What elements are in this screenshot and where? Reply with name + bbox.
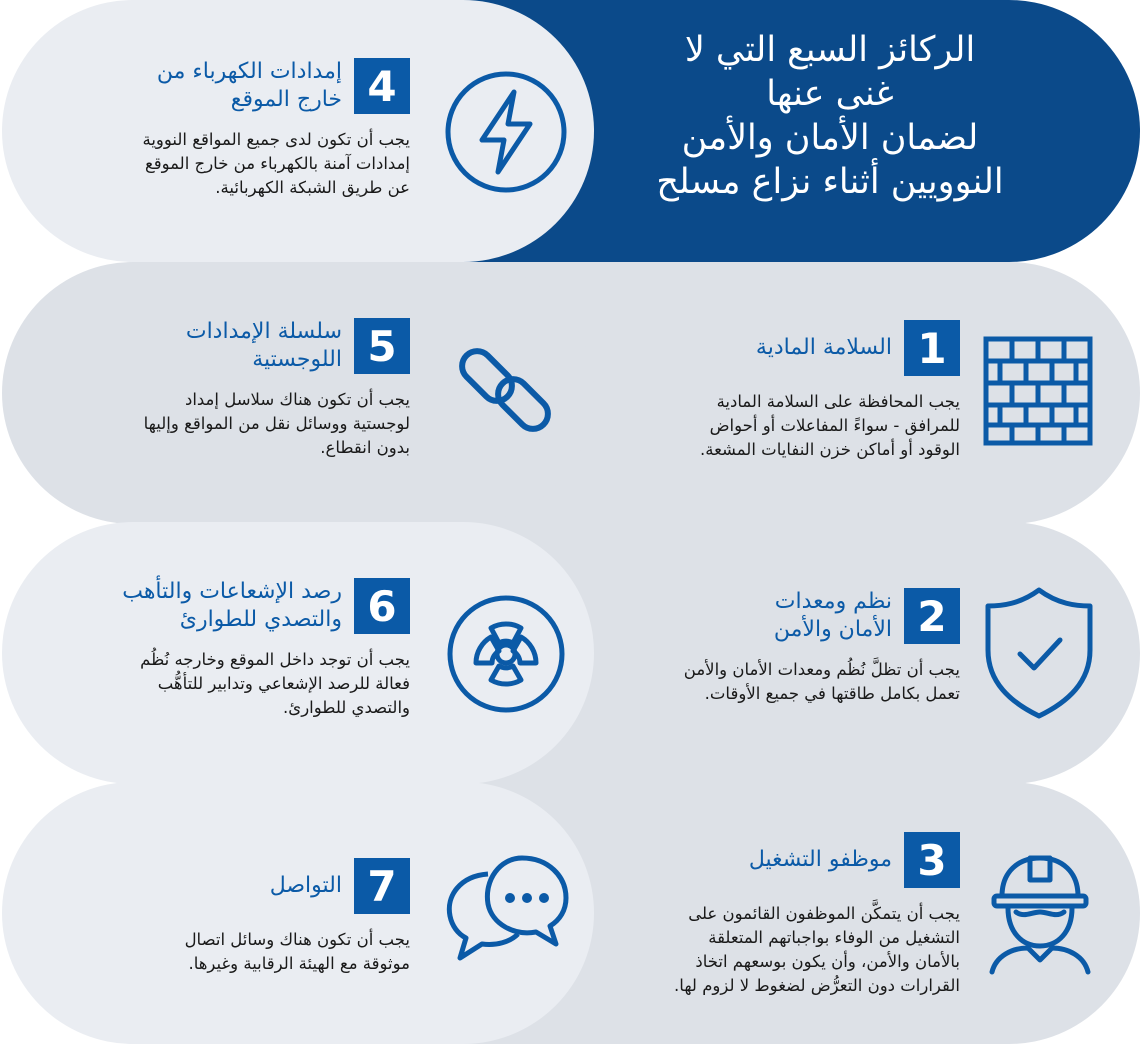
pillar-description-line: إمدادات آمنة بالكهرباء من خارج الموقع <box>144 154 410 173</box>
pillar-description-line: يجب أن يتمكَّن الموظفون القائمون على <box>688 904 960 923</box>
pillar-2 <box>610 588 960 706</box>
pillar-description-line: بدون انقطاع. <box>320 438 410 457</box>
pillar-heading-line: إمدادات الكهرباء من <box>156 59 342 84</box>
pillar-number: 2 <box>904 588 960 644</box>
pillar-description-line: لوجستية ووسائل نقل من المواقع وإليها <box>143 414 410 433</box>
pillar-heading <box>186 318 342 374</box>
page-title <box>620 28 1040 204</box>
pillar-description-line: عن طريق الشبكة الكهربائية. <box>215 178 410 197</box>
pillar-description-line: والتصدي للطوارئ. <box>283 698 410 717</box>
pillar-description-line: يجب أن تظلَّ نُظُم ومعدات الأمان والأمن <box>683 660 960 679</box>
pillar-description-line: تعمل بكامل طاقتها في جميع الأوقات. <box>704 684 960 703</box>
lightning-icon <box>442 68 570 196</box>
pillar-description <box>610 658 960 706</box>
pillar-heading: موظفو التشغيل <box>748 847 892 872</box>
chat-bubbles-icon <box>440 848 575 968</box>
pillar-number: 7 <box>354 858 410 914</box>
pillar-3 <box>610 832 960 998</box>
pillar-description-line: بالأمان والأمن، وأن يكون بوسعهم اتخاذ <box>695 952 960 971</box>
pillar-heading <box>157 58 342 114</box>
pillar-description-line: يجب أن تكون لدى جميع المواقع النووية <box>142 130 410 149</box>
pillar-heading-line: خارج الموقع <box>230 87 342 112</box>
pillar-description <box>70 648 410 720</box>
pillar-description-line: موثوقة مع الهيئة الرقابية وغيرها. <box>188 954 410 973</box>
pillar-description-line: يجب المحافظة على السلامة المادية <box>716 392 960 411</box>
worker-helmet-icon <box>988 852 1092 976</box>
pillar-description-line: يجب أن تكون هناك وسائل اتصال <box>184 930 410 949</box>
pillar-6 <box>70 578 410 720</box>
pillar-number: 3 <box>904 832 960 888</box>
pillar-description <box>70 928 410 976</box>
title-line: غنى عنها <box>766 74 894 114</box>
title-line: لضمان الأمان والأمن <box>681 118 979 158</box>
pillar-description <box>610 390 960 462</box>
pillar-heading-line: والتصدي للطوارئ <box>179 607 342 632</box>
pillar-number: 5 <box>354 318 410 374</box>
pillar-7 <box>70 858 410 976</box>
title-line: النوويين أثناء نزاع مسلح <box>656 162 1004 202</box>
pillar-number: 1 <box>904 320 960 376</box>
pillar-description <box>610 902 960 998</box>
pillar-description-line: للمرافق - سواءً المفاعلات أو أحواض <box>709 416 960 435</box>
pillar-heading-line: اللوجستية <box>252 347 342 372</box>
pillar-4 <box>70 58 410 200</box>
pillar-description-line: فعالة للرصد الإشعاعي وتدابير للتأهُّب <box>157 674 410 693</box>
pillar-number: 4 <box>354 58 410 114</box>
pillar-heading-line: رصد الإشعاعات والتأهب <box>122 579 342 604</box>
pillar-heading <box>774 588 892 644</box>
pillar-1 <box>610 320 960 462</box>
pillar-heading: التواصل <box>269 873 342 898</box>
pillar-number: 6 <box>354 578 410 634</box>
pillar-description-line: القرارات دون التعرُّض لضغوط لا لزوم لها. <box>674 976 960 995</box>
pillar-description <box>70 128 410 200</box>
pillar-description-line: يجب أن توجد داخل الموقع وخارجه نُظُم <box>140 650 410 669</box>
shield-check-icon <box>982 586 1096 720</box>
pillar-description <box>70 388 410 460</box>
brick-wall-icon <box>982 335 1094 447</box>
radiation-icon <box>445 593 567 715</box>
title-line: الركائز السبع التي لا <box>684 30 976 70</box>
pillar-heading-line: الأمان والأمن <box>773 617 892 642</box>
pillar-description-line: يجب أن تكون هناك سلاسل إمداد <box>184 390 410 409</box>
pillar-heading-line: سلسلة الإمدادات <box>185 319 342 344</box>
pillar-heading-line: نظم ومعدات <box>774 589 892 614</box>
pillar-description-line: التشغيل من الوفاء بواجباتهم المتعلقة <box>708 928 960 947</box>
chain-link-icon <box>450 335 560 445</box>
pillar-heading: السلامة المادية <box>755 335 892 360</box>
pillar-heading <box>122 578 342 634</box>
pillar-5 <box>70 318 410 460</box>
pillar-description-line: الوقود أو أماكن خزن النفايات المشعة. <box>700 440 960 459</box>
